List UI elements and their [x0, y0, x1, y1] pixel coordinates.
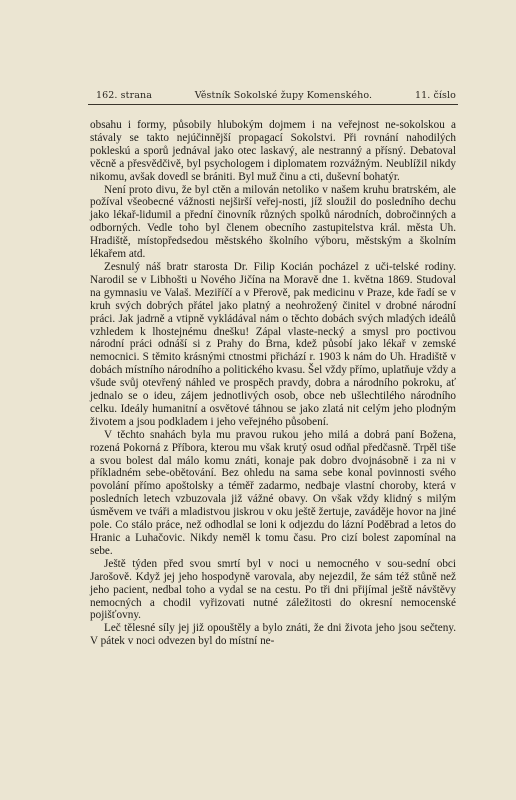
header-rule	[88, 104, 458, 105]
paragraph: Není proto divu, že byl ctěn a milován netoliko v našem kruhu bratrském, ale požíval všeobecné vážnosti nejširší veřej-nosti, jíž sloužil do posledního dechu jako lékař-lidumil a přední činovník různých spolků národních, dobročinných a odborných. Vedle toho byl členem obecního zastupitelstva král. města Uh. Hradiště, místopředsedou městského školního výboru, městským a školním lékařem atd.	[90, 183, 456, 261]
article-body	[90, 119, 456, 648]
page-number: 162. strana	[96, 90, 152, 101]
paragraph: V těchto snahách byla mu pravou rukou jeho milá a dobrá paní Božena, rozená Pokorná z Příbora, kterou mu však krutý osud odňal předčasně. Trpěl tiše a svou bolest dal málo komu znáti, konaje pak dobro dvojnásobně i za ni v příkladném sebe-obětování. Bez ohledu na sama sebe konal povinnosti svého povolání přímo apoštolsky a téměř zadarmo, nedbaje vlastní choroby, která v posledních letech vzbuzovala již vážné obavy. On však vždy klidný s milým úsměvem ve tváři a mladistvou jiskrou v oku ještě žertuje, zaváděje hovor na jiné pole. Co stálo práce, než odhodlal se loni k odjezdu do lázní Poděbrad a letos do Hranic a Luhačovic. Nikdy neměl k tomu času. Pro cizí bolest zapomínal na sebe.	[90, 428, 456, 557]
issue-number: 11. číslo	[414, 90, 456, 101]
paragraph: Ještě týden před svou smrtí byl v noci u nemocného v sou-sední obci Jarošově. Když jej jeho hospodyně varovala, aby nejezdil, že sám též stůně než jeho pacient, nedbal toho a vydal se na cestu. Po tři dni přijímal ještě návštěvy nemocných a chodil vyřizovati nutné záležitosti do okresní nemocenské pojišťovny.	[90, 557, 456, 622]
journal-title: Věstník Sokolské župy Komenského.	[194, 90, 373, 101]
paragraph: Zesnulý náš bratr starosta Dr. Filip Kocián pocházel z uči-telské rodiny. Narodil se v Libhošti u Nového Jičína na Moravě dne 1. května 1869. Studoval na gymnasiu ve Valaš. Meziříčí a v Přerově, pak medicinu v Praze, kde řadí se v kruh svých dobrých přátel jako platný a neohrožený činitel v drobné národní práci. Jak jadrně a vtipně vykládával nám o těchto dobách svých mladých ideálů vzhledem k lhostejnému dnešku! Zápal vlaste-necký a smysl pro poctivou národní práci odnáší si z Prahy do Brna, kdež působí jako lékař v zemské nemocnici. S těmito krásnými ctnostmi přichází r. 1903 k nám do Uh. Hradiště v dobách místního národního a politického kvasu. Šel vždy přímo, uplatňuje vždy a všude svůj otevřený náhled ve prospěch pravdy, dobra a národního pokroku, ať jednalo se o ideu, zájem jednotlivých osob, obce neb ušlechtilého národního celku. Ideály humanitní a osvětové táhnou se jako zlatá nit celým jeho plodným životem a jsou podkladem i jeho veřejného působení.	[90, 260, 456, 428]
paragraph: obsahu i formy, působily hlubokým dojmem i na veřejnost ne-sokolskou a stávaly se takto nejúčinnější propagací Sokolstvi. Při rovnání nahodilých pokleskú a sporů jednával jako otec laskavý, ale nestranný a přísný. Debatoval věcně a přesvědčivě, byl psychologem i diplomatem rozvážným. Neublížil nikdy nikomu, avšak dovedl se brániti. Byl muž činu a cti, duševní bohatýr.	[90, 119, 456, 183]
paragraph: Leč tělesné síly jej již opouštěly a bylo znáti, že dni života jeho jsou sečteny. V pátek v noci odvezen byl do místní ne-	[90, 622, 456, 648]
running-header	[96, 90, 456, 101]
